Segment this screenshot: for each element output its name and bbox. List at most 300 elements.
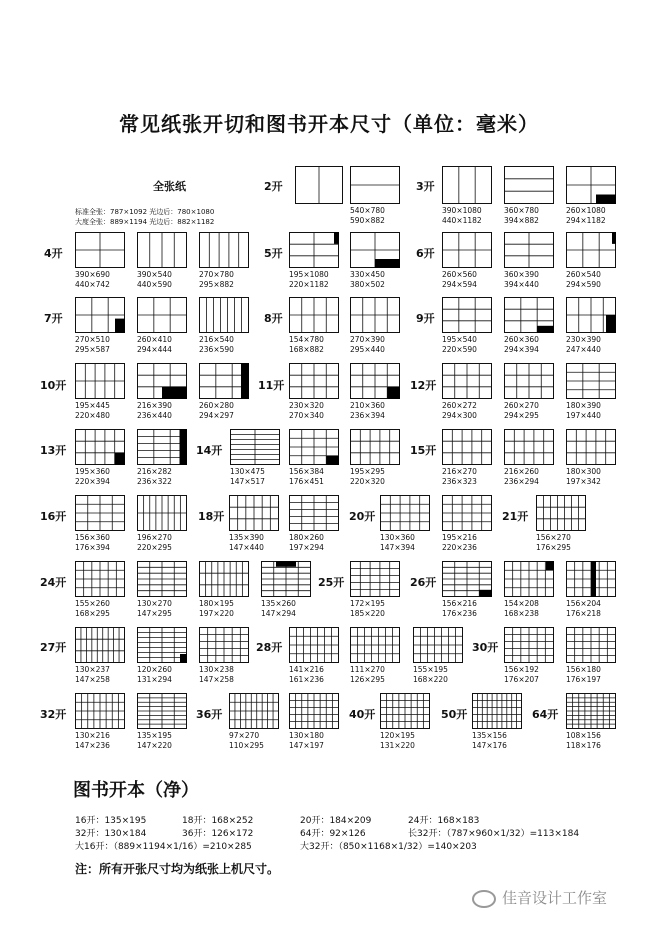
large-size: 220×480 xyxy=(75,411,110,420)
trimmed-size: 390×690 xyxy=(75,270,110,279)
sheet-diagram xyxy=(442,429,492,465)
cut-size-label xyxy=(566,467,616,487)
large-size: 176×207 xyxy=(504,675,539,684)
sheet-outline xyxy=(505,167,554,204)
waste-area xyxy=(596,195,616,205)
label-32kai: 32开 xyxy=(40,708,67,721)
large-size: 236×394 xyxy=(350,411,385,420)
cut-size-label xyxy=(504,467,554,487)
cut-diagram xyxy=(566,297,616,355)
cut-size-label xyxy=(566,665,616,685)
trimmed-size: 196×270 xyxy=(137,533,172,542)
trimmed-size: 270×780 xyxy=(199,270,234,279)
trimmed-size: 155×195 xyxy=(413,665,448,674)
book-size-item: 长32开：（787×960×1/32）=113×184 xyxy=(408,829,580,839)
large-size: 295×440 xyxy=(350,345,385,354)
sheet-outline xyxy=(567,430,616,465)
trimmed-size: 156×204 xyxy=(566,599,601,608)
large-size: 247×440 xyxy=(566,345,601,354)
large-size: 220×590 xyxy=(442,345,477,354)
sheet-diagram xyxy=(350,232,400,268)
trimmed-size: 180×390 xyxy=(566,401,601,410)
large-size: 220×394 xyxy=(75,477,110,486)
watermark-text: 佳音设计工作室 xyxy=(502,889,608,907)
cut-diagram xyxy=(137,232,187,290)
cut-size-label xyxy=(137,401,187,421)
sheet-diagram xyxy=(75,495,125,531)
trimmed-size: 154×780 xyxy=(289,335,324,344)
cut-size-label xyxy=(566,731,616,751)
sheet-diagram xyxy=(504,561,554,597)
book-size-item: 18开：168×252 xyxy=(182,816,254,826)
sheet-diagram xyxy=(295,166,343,204)
label-15kai: 15开 xyxy=(410,444,437,457)
cut-size-label xyxy=(75,335,125,355)
sheet-diagram xyxy=(380,693,430,729)
cut-diagram xyxy=(289,693,339,751)
cut-size-label xyxy=(229,731,279,751)
large-size: 176×236 xyxy=(442,609,477,618)
large-size: 147×517 xyxy=(230,477,265,486)
large-size: 270×340 xyxy=(289,411,324,420)
large-size: 220×236 xyxy=(442,543,477,552)
sheet-diagram xyxy=(75,232,125,268)
sheet-diagram xyxy=(289,297,339,333)
label-40kai: 40开 xyxy=(349,708,376,721)
waste-area xyxy=(375,259,400,268)
sheet-diagram xyxy=(229,495,279,531)
cut-size-label xyxy=(289,731,339,751)
large-size: 147×295 xyxy=(137,609,172,618)
book-size-item: 大32开：（850×1168×1/32）=140×203 xyxy=(300,842,477,852)
cut-diagram xyxy=(566,561,616,619)
waste-area xyxy=(115,453,125,465)
label-27kai: 27开 xyxy=(40,641,67,654)
trimmed-size: 130×216 xyxy=(75,731,110,740)
cut-size-label xyxy=(413,665,463,685)
cut-size-label xyxy=(350,401,400,421)
cut-diagram xyxy=(229,693,279,751)
large-size: 236×590 xyxy=(199,345,234,354)
cut-diagram xyxy=(137,561,187,619)
book-size-item: 大16开：（889×1194×1/16）=210×285 xyxy=(75,842,252,852)
cut-diagram xyxy=(413,627,463,685)
cut-diagram xyxy=(380,693,430,751)
large-size: 126×295 xyxy=(350,675,385,684)
sheet-outline xyxy=(200,233,249,268)
large-size: 294×444 xyxy=(137,345,172,354)
cut-diagram xyxy=(442,495,492,553)
trimmed-size: 260×1080 xyxy=(566,206,606,215)
label-12kai: 12开 xyxy=(410,379,437,392)
cut-diagram xyxy=(442,561,492,619)
trimmed-size: 180×300 xyxy=(566,467,601,476)
cut-diagram xyxy=(75,561,125,619)
sheet-diagram xyxy=(289,232,339,268)
large-size: 197×440 xyxy=(566,411,601,420)
cut-diagram xyxy=(230,429,280,487)
large-size: 294×300 xyxy=(442,411,477,420)
waste-area xyxy=(276,561,296,567)
label-14kai: 14开 xyxy=(196,444,223,457)
standard-sheet-note: 标准全张：787×1092 光边后：780×1080 xyxy=(75,208,215,216)
cut-size-label xyxy=(137,467,187,487)
cut-size-label xyxy=(350,335,400,355)
label-18kai: 18开 xyxy=(198,510,225,523)
sheet-diagram xyxy=(472,693,522,729)
sheet-diagram xyxy=(536,495,586,531)
trimmed-size: 130×475 xyxy=(230,467,265,476)
large-size: 176×197 xyxy=(566,675,601,684)
cut-diagram xyxy=(199,363,249,421)
large-size: 294×394 xyxy=(504,345,539,354)
large-size: 147×258 xyxy=(199,675,234,684)
sheet-outline xyxy=(443,167,492,204)
sheet-diagram xyxy=(566,232,616,268)
sheet-diagram xyxy=(350,297,400,333)
cut-diagram xyxy=(137,297,187,355)
trimmed-size: 270×510 xyxy=(75,335,110,344)
cut-diagram xyxy=(442,166,492,226)
sheet-diagram xyxy=(442,232,492,268)
cut-size-label xyxy=(137,599,187,619)
sheet-diagram xyxy=(199,627,249,663)
cut-size-label xyxy=(504,599,554,619)
cut-size-label xyxy=(442,599,492,619)
trimmed-size: 130×237 xyxy=(75,665,110,674)
sheet-diagram xyxy=(75,561,125,597)
trimmed-size: 230×320 xyxy=(289,401,324,410)
sheet-diagram xyxy=(504,627,554,663)
sheet-diagram xyxy=(566,297,616,333)
sheet-diagram xyxy=(289,429,339,465)
large-size: 295×882 xyxy=(199,280,234,289)
large-size: 590×882 xyxy=(350,216,385,225)
large-size: 394×882 xyxy=(504,216,539,225)
label-25kai: 25开 xyxy=(318,576,345,589)
cut-size-label xyxy=(442,401,492,421)
sheet-diagram xyxy=(442,297,492,333)
cut-diagram xyxy=(75,495,125,553)
cut-size-label xyxy=(137,335,187,355)
trimmed-size: 360×390 xyxy=(504,270,539,279)
large-size: 147×258 xyxy=(75,675,110,684)
trimmed-size: 360×780 xyxy=(504,206,539,215)
trimmed-size: 195×1080 xyxy=(289,270,329,279)
sheet-diagram xyxy=(137,232,187,268)
trimmed-size: 216×270 xyxy=(442,467,477,476)
label-9kai: 9开 xyxy=(416,312,435,325)
cut-size-label xyxy=(289,467,339,487)
sheet-outline xyxy=(138,430,187,465)
cut-size-label xyxy=(75,665,125,685)
trimmed-size: 195×295 xyxy=(350,467,385,476)
trimmed-size: 111×270 xyxy=(350,665,385,674)
cut-diagram xyxy=(566,166,616,226)
trimmed-size: 195×216 xyxy=(442,533,477,542)
trimmed-size: 108×156 xyxy=(566,731,601,740)
cut-diagram xyxy=(289,232,339,290)
trimmed-size: 156×270 xyxy=(536,533,571,542)
cut-diagram xyxy=(350,627,400,685)
sheet-outline xyxy=(351,430,400,465)
cut-diagram xyxy=(289,495,339,553)
label-8kai: 8开 xyxy=(264,312,283,325)
cut-diagram xyxy=(137,363,187,421)
sheet-outline xyxy=(351,562,400,597)
sheet-diagram xyxy=(504,166,554,204)
cut-diagram xyxy=(289,429,339,487)
cut-diagram xyxy=(75,693,125,751)
sheet-diagram xyxy=(380,495,430,531)
large-size: 236×440 xyxy=(137,411,172,420)
cut-diagram xyxy=(536,495,586,553)
cut-diagram xyxy=(504,297,554,355)
cut-diagram xyxy=(75,429,125,487)
label-16kai: 16开 xyxy=(40,510,67,523)
label-10kai: 10开 xyxy=(40,379,67,392)
label-13kai: 13开 xyxy=(40,444,67,457)
cut-size-label xyxy=(137,665,187,685)
cut-size-label xyxy=(566,401,616,421)
large-size: 236×322 xyxy=(137,477,172,486)
book-size-item: 20开：184×209 xyxy=(300,816,372,826)
sheet-diagram xyxy=(137,561,187,597)
cut-size-label xyxy=(350,599,400,619)
cut-diagram xyxy=(75,627,125,685)
large-size: 294×1182 xyxy=(566,216,606,225)
cut-diagram xyxy=(350,166,400,226)
cut-diagram xyxy=(350,363,400,421)
large-size: 294×594 xyxy=(442,280,477,289)
cut-size-label xyxy=(504,335,554,355)
label-3kai: 3开 xyxy=(416,180,435,193)
large-size: 147×197 xyxy=(289,741,324,750)
trimmed-size: 120×195 xyxy=(380,731,415,740)
cut-diagram xyxy=(75,363,125,421)
book-size-item: 32开：130×184 xyxy=(75,829,147,839)
book-size-item: 36开：126×172 xyxy=(182,829,254,839)
cut-diagram xyxy=(504,363,554,421)
cut-size-label xyxy=(75,270,125,290)
wechat-icon xyxy=(472,890,496,908)
large-size: 176×394 xyxy=(75,543,110,552)
trimmed-size: 130×180 xyxy=(289,731,324,740)
large-size: 440×590 xyxy=(137,280,172,289)
large-size: 197×294 xyxy=(289,543,324,552)
label-2kai: 2开 xyxy=(264,180,283,193)
sheet-diagram xyxy=(75,693,125,729)
sheet-diagram xyxy=(566,429,616,465)
large-size: 147×440 xyxy=(229,543,264,552)
trimmed-size: 260×270 xyxy=(504,401,539,410)
large-size: 147×294 xyxy=(261,609,296,618)
label-4kai: 4开 xyxy=(44,247,63,260)
book-section-title: 图书开本（净） xyxy=(73,780,199,801)
label-11kai: 11开 xyxy=(258,379,285,392)
sheet-diagram xyxy=(566,627,616,663)
label-26kai: 26开 xyxy=(410,576,437,589)
sheet-diagram xyxy=(289,693,339,729)
cut-size-label xyxy=(75,599,125,619)
large-size: 197×220 xyxy=(199,609,234,618)
trimmed-size: 97×270 xyxy=(229,731,260,740)
trimmed-size: 195×445 xyxy=(75,401,110,410)
waste-area xyxy=(180,429,188,465)
cut-diagram xyxy=(199,297,249,355)
full-paper-label: 全张纸 xyxy=(153,180,186,193)
cut-size-label xyxy=(380,533,430,553)
sheet-diagram xyxy=(504,363,554,399)
trimmed-size: 390×540 xyxy=(137,270,172,279)
large-size: 147×394 xyxy=(380,543,415,552)
waste-area xyxy=(591,561,596,597)
trimmed-size: 130×360 xyxy=(380,533,415,542)
trimmed-size: 260×360 xyxy=(504,335,539,344)
cut-size-label xyxy=(230,467,280,487)
waste-area xyxy=(327,456,340,465)
waste-area xyxy=(606,315,616,333)
large-size: 440×1182 xyxy=(442,216,482,225)
sheet-diagram xyxy=(413,627,463,663)
trimmed-size: 156×360 xyxy=(75,533,110,542)
label-24kai: 24开 xyxy=(40,576,67,589)
waste-area xyxy=(241,363,249,399)
page-title: 常见纸张开切和图书开本尺寸（单位：毫米） xyxy=(119,112,539,136)
large-size: 176×295 xyxy=(536,543,571,552)
sheet-diagram xyxy=(442,166,492,204)
cut-diagram xyxy=(504,232,554,290)
cut-diagram xyxy=(199,561,249,619)
sheet-diagram xyxy=(199,232,249,268)
cut-size-label xyxy=(380,731,430,751)
large-size: 394×440 xyxy=(504,280,539,289)
cut-diagram xyxy=(289,297,339,355)
sheet-diagram xyxy=(566,166,616,204)
sheet-diagram xyxy=(350,561,400,597)
cut-diagram xyxy=(137,429,187,487)
sheet-diagram xyxy=(566,363,616,399)
cut-size-label xyxy=(566,335,616,355)
cut-size-label xyxy=(442,270,492,290)
trimmed-size: 260×540 xyxy=(566,270,601,279)
large-size: 197×342 xyxy=(566,477,601,486)
cut-diagram xyxy=(566,627,616,685)
cut-size-label xyxy=(289,335,339,355)
trimmed-size: 260×272 xyxy=(442,401,477,410)
trimmed-size: 156×180 xyxy=(566,665,601,674)
large-size: 147×236 xyxy=(75,741,110,750)
trimmed-size: 216×260 xyxy=(504,467,539,476)
large-size: 168×295 xyxy=(75,609,110,618)
sheet-diagram xyxy=(75,297,125,333)
cut-size-label xyxy=(504,401,554,421)
cut-size-label xyxy=(261,599,311,619)
label-6kai: 6开 xyxy=(416,247,435,260)
trimmed-size: 390×1080 xyxy=(442,206,482,215)
large-size: 220×295 xyxy=(137,543,172,552)
sheet-diagram xyxy=(199,297,249,333)
trimmed-size: 135×390 xyxy=(229,533,264,542)
cut-size-label xyxy=(442,206,492,226)
cut-size-label xyxy=(566,206,616,226)
trimmed-size: 154×208 xyxy=(504,599,539,608)
cut-size-label xyxy=(350,467,400,487)
large-size: 147×220 xyxy=(137,741,172,750)
large-size: 380×502 xyxy=(350,280,385,289)
trimmed-size: 216×390 xyxy=(137,401,172,410)
sheet-diagram xyxy=(504,232,554,268)
sheet-diagram xyxy=(137,495,187,531)
sheet-diagram xyxy=(75,627,125,663)
cut-diagram xyxy=(472,693,522,751)
label-20kai: 20开 xyxy=(349,510,376,523)
label-7kai: 7开 xyxy=(44,312,63,325)
footnote: 注：所有开张尺寸均为纸张上机尺寸。 xyxy=(75,862,280,876)
trimmed-size: 180×260 xyxy=(289,533,324,542)
cut-size-label xyxy=(289,665,339,685)
sheet-diagram xyxy=(504,297,554,333)
waste-area xyxy=(612,232,616,244)
watermark xyxy=(472,887,607,908)
cut-diagram xyxy=(442,429,492,487)
large-size: 236×294 xyxy=(504,477,539,486)
large-size: 131×294 xyxy=(137,675,172,684)
cut-size-label xyxy=(504,206,554,226)
trimmed-size: 210×360 xyxy=(350,401,385,410)
sheet-outline xyxy=(505,430,554,465)
cut-diagram xyxy=(137,627,187,685)
trimmed-size: 330×450 xyxy=(350,270,385,279)
waste-area xyxy=(115,319,125,333)
large-size: 131×220 xyxy=(380,741,415,750)
sheet-diagram xyxy=(199,363,249,399)
sheet-diagram xyxy=(261,561,311,597)
cut-diagram xyxy=(380,495,430,553)
cut-diagram xyxy=(566,232,616,290)
sheet-diagram xyxy=(75,363,125,399)
cut-size-label xyxy=(504,270,554,290)
trimmed-size: 130×238 xyxy=(199,665,234,674)
cut-size-label xyxy=(137,731,187,751)
cut-size-label xyxy=(536,533,586,553)
cut-diagram xyxy=(442,297,492,355)
cut-size-label xyxy=(199,270,249,290)
cut-size-label xyxy=(199,599,249,619)
cut-size-label xyxy=(566,270,616,290)
large-size: 176×451 xyxy=(289,477,324,486)
cut-size-label xyxy=(137,270,187,290)
trimmed-size: 180×195 xyxy=(199,599,234,608)
cut-size-label xyxy=(472,731,522,751)
cut-diagram xyxy=(199,627,249,685)
cut-diagram xyxy=(75,232,125,290)
sheet-diagram xyxy=(289,495,339,531)
cut-size-label xyxy=(350,270,400,290)
sheet-diagram xyxy=(75,429,125,465)
trimmed-size: 156×384 xyxy=(289,467,324,476)
label-5kai: 5开 xyxy=(264,247,283,260)
trimmed-size: 230×390 xyxy=(566,335,601,344)
cut-diagram xyxy=(229,495,279,553)
sheet-diagram xyxy=(199,561,249,597)
cut-diagram xyxy=(442,363,492,421)
cut-size-label xyxy=(289,401,339,421)
sheet-diagram xyxy=(566,561,616,597)
large-size: 110×295 xyxy=(229,741,264,750)
cut-size-label xyxy=(442,533,492,553)
sheet-diagram xyxy=(442,363,492,399)
